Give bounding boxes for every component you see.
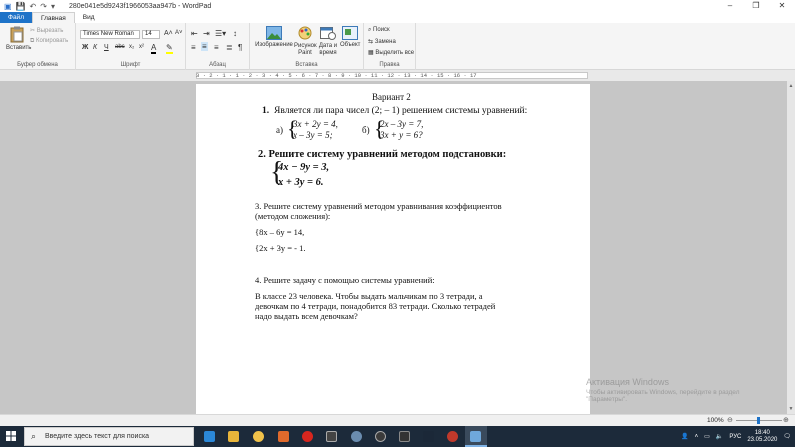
language-indicator[interactable]: РУС: [729, 433, 742, 440]
paint-drawing-button[interactable]: Рисунок Paint: [294, 26, 316, 57]
file-explorer-icon[interactable]: [228, 431, 239, 442]
app-icon-1[interactable]: [326, 431, 337, 442]
superscript-icon[interactable]: x²: [139, 44, 144, 50]
ribbon-tabs: [0, 12, 795, 23]
select-all-button[interactable]: ▦ Выделить все: [368, 50, 415, 56]
paste-icon: [10, 26, 24, 43]
task1-b-eq1: 2x – 3y = 7,: [380, 119, 424, 129]
store-icon[interactable]: [278, 431, 289, 442]
window-title: 280e041e5d9243f1966053aa947b - WordPad: [68, 2, 212, 10]
media-icon[interactable]: [447, 431, 458, 442]
binoculars-icon: ⌕: [368, 27, 372, 33]
insert-object-button[interactable]: Объект: [340, 26, 360, 48]
zoom-slider-thumb[interactable]: [757, 417, 760, 424]
font-color-icon[interactable]: A: [151, 43, 157, 52]
zoom-out-icon[interactable]: ⊖: [727, 417, 733, 424]
calendar-clock-icon: [320, 26, 336, 40]
editing-group-label: Правка: [379, 62, 400, 68]
scroll-up-icon[interactable]: ▲: [788, 83, 794, 89]
save-icon[interactable]: 💾: [15, 1, 26, 11]
subscript-icon[interactable]: x₂: [129, 44, 135, 50]
redo-icon[interactable]: ↷: [40, 1, 47, 11]
paste-button[interactable]: Вставить: [6, 26, 28, 51]
italic-icon[interactable]: К: [93, 44, 98, 51]
quick-access-toolbar: [0, 2, 55, 11]
strikethrough-icon[interactable]: abc: [115, 44, 125, 50]
task1-b-brace: {: [374, 116, 385, 141]
opera-icon[interactable]: [302, 431, 313, 442]
grow-font-icon[interactable]: A˄: [164, 30, 173, 37]
task2-brace: {: [270, 157, 284, 188]
wordpad-taskbar-button[interactable]: [465, 426, 487, 447]
decrease-indent-icon[interactable]: ⇤: [191, 29, 198, 38]
list-icon[interactable]: ☰▾: [215, 29, 227, 38]
task1-number: 1.: [262, 106, 270, 116]
insert-group-label: Вставка: [295, 62, 318, 68]
task4-line2: девочкам по 4 тетради, понадобится 83 тетради. Сколько тетрадей: [255, 301, 496, 311]
task3-eq2: {2x + 3y = - 1.: [255, 243, 306, 253]
highlight-icon[interactable]: ✎: [166, 43, 173, 52]
tab-view[interactable]: Вид: [82, 14, 95, 21]
task3-line2: (методом сложения):: [255, 211, 331, 221]
task3-line1: 3. Решите систему уравнений методом уравнивания коэффициентов: [255, 201, 502, 211]
task4-title: 4. Решите задачу с помощью системы уравнений:: [255, 275, 435, 285]
maximize-button[interactable]: ❐: [752, 1, 760, 10]
zoom-in-icon[interactable]: ⊕: [783, 417, 789, 424]
search-icon: ⌕: [31, 431, 37, 441]
replace-button[interactable]: ⇆ Замена: [368, 39, 396, 45]
task1-b-label: б): [362, 125, 370, 135]
align-left-icon[interactable]: ≡: [191, 43, 196, 52]
activation-watermark: Активация Windows Чтобы активировать Windows, перейдите в раздел "Параметры".: [586, 377, 740, 403]
document-area[interactable]: [0, 81, 787, 414]
task1-a-brace: {: [287, 116, 298, 141]
font-family-select[interactable]: Times New Roman: [80, 30, 140, 39]
app-icon-2[interactable]: [351, 431, 362, 442]
paint-icon: [297, 26, 313, 40]
network-icon[interactable]: ▭: [704, 434, 710, 440]
underline-icon[interactable]: Ч: [104, 44, 109, 51]
task1-b-eq2: 3x + y = 6?: [380, 130, 423, 140]
title-bar: [0, 0, 795, 12]
tab-home[interactable]: Главная: [32, 12, 75, 23]
increase-indent-icon[interactable]: ⇥: [203, 29, 210, 38]
copy-icon: ⧉: [30, 38, 35, 44]
taskbar-search-input[interactable]: ⌕ Введите здесь текст для поиска: [24, 427, 194, 446]
app-icon: ▣: [4, 1, 12, 11]
select-all-icon: ▦: [368, 50, 374, 56]
system-tray: [681, 428, 791, 445]
chrome-icon[interactable]: [253, 431, 264, 442]
replace-icon: ⇆: [368, 39, 374, 45]
align-center-icon[interactable]: ≡: [202, 42, 207, 51]
ribbon: [0, 23, 795, 70]
ruler[interactable]: [0, 70, 795, 81]
people-icon[interactable]: 👤: [681, 434, 689, 440]
customize-qa-icon[interactable]: ▾: [50, 1, 55, 11]
task1-text: Является ли пара чисел (2; – 1) решением системы уравнений:: [274, 106, 528, 116]
steam-icon[interactable]: [423, 431, 434, 442]
taskbar: [0, 426, 795, 447]
task1-a-eq2: x – 3y = 5;: [293, 130, 333, 140]
edge-icon[interactable]: [204, 431, 215, 442]
windows-start-icon[interactable]: [6, 431, 16, 441]
document-page[interactable]: [196, 84, 590, 414]
vertical-scrollbar[interactable]: [787, 81, 795, 414]
task2-title: 2. Решите систему уравнений методом подстановки:: [258, 149, 507, 160]
editing-group: [364, 23, 416, 70]
clock[interactable]: 18:40 23.05.2020: [747, 429, 778, 443]
scissors-icon: ✂: [30, 28, 36, 34]
datetime-button[interactable]: Дата и время: [317, 26, 339, 57]
scroll-down-icon[interactable]: ▼: [788, 406, 794, 412]
status-bar: [0, 414, 795, 426]
undo-icon[interactable]: ↶: [29, 1, 37, 11]
font-size-select[interactable]: 14: [142, 30, 160, 39]
clipboard-group: [0, 23, 76, 70]
justify-icon[interactable]: ≣: [226, 43, 233, 52]
find-button[interactable]: ⌕ Поиск: [368, 27, 390, 33]
bold-icon[interactable]: Ж: [82, 44, 89, 51]
task1-a-label: а): [276, 125, 283, 135]
align-right-icon[interactable]: ≡: [214, 43, 219, 52]
task2-eq2: x + 3y = 6.: [278, 177, 324, 188]
task4-line3: надо выдать всем девочкам?: [255, 311, 358, 321]
task4-line1: В классе 23 человека. Чтобы выдать мальчикам по 3 тетради, а: [255, 291, 483, 301]
tab-file[interactable]: Файл: [0, 12, 32, 23]
font-group: [76, 23, 186, 70]
insert-image-button[interactable]: Изображение: [254, 26, 294, 48]
paragraph-group: [186, 23, 250, 70]
insert-group: [250, 23, 364, 70]
task3-eq1: {8x – 6y = 14,: [255, 227, 305, 237]
variant-heading: Вариант 2: [372, 92, 411, 102]
paragraph-group-label: Абзац: [209, 62, 226, 68]
wordpad-icon: [470, 431, 481, 442]
zoom-level: 100%: [707, 417, 724, 424]
task1-a-eq1: 3x + 2y = 4,: [293, 119, 338, 129]
volume-icon[interactable]: 🔈: [715, 434, 724, 440]
paragraph-settings-icon[interactable]: ¶: [238, 43, 243, 52]
minimize-button[interactable]: –: [727, 1, 733, 10]
object-icon: [342, 26, 358, 40]
image-icon: [266, 26, 282, 40]
copy-button[interactable]: ⧉ Копировать: [30, 38, 69, 44]
close-button[interactable]: ✕: [778, 1, 786, 10]
app-icon-4[interactable]: [399, 431, 410, 442]
task2-eq1: 4x − 9y = 3,: [278, 162, 330, 173]
font-group-label: Шрифт: [120, 62, 141, 68]
line-spacing-icon[interactable]: ↕: [233, 29, 237, 38]
shrink-font-icon[interactable]: A˅: [175, 30, 183, 36]
ruler-marks: 3 · 2 · 1 · 1 · 2 · 3 · 4 · 5 · 6 · 7 · 8 · 9 · 10 · 11 · 12 · 13 · 14 · 15 · 16 · 17: [196, 72, 477, 79]
clipboard-group-label: Буфер обмена: [17, 62, 58, 68]
cut-button[interactable]: ✂ Вырезать: [30, 28, 64, 34]
app-icon-3[interactable]: [375, 431, 386, 442]
tray-chevron-icon[interactable]: ˄: [694, 433, 699, 440]
notifications-icon[interactable]: 🗨: [783, 434, 791, 440]
